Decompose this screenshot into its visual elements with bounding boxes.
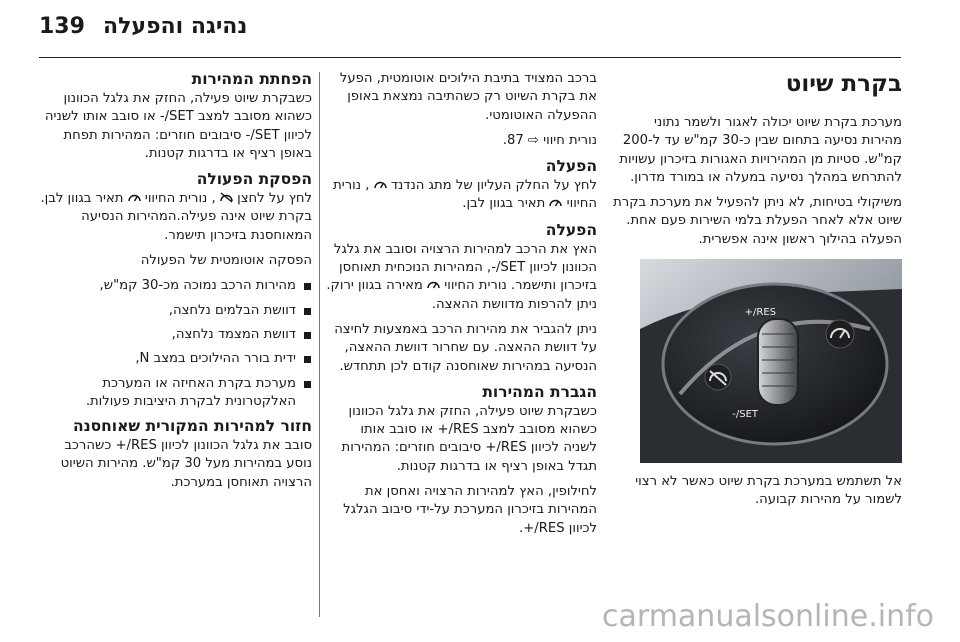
cruise-cancel-icon [220,192,233,203]
heading-return-speed: חזור למהירות המקורית שאוחסנה [72,417,312,436]
intro-paragraph: מערכת בקרת שיוט יכולה לאגור ולשמר נתוני מהירות נסיעה בתחום שבין כ-30 קמ"ש עד ל-200 קמ"ש. סטיות מן המהירויות האגורות בזיכרון עשויות להתרחש במהלך נסיעה במעלה או במורד מדרון. [619,115,902,185]
column-middle [325,70,597,545]
watermark: carmanualsonline.info [602,599,934,634]
safety-paragraph: משיקולי בטיחות, לא ניתן להפעיל את מערכת בקרת שיוט אלא לאחר הפעלת בלמי השירות פעם אחת. הפעלה בהילוך ראשון אינה אפשרית. [613,195,902,247]
cruise-control-icon [128,192,141,203]
engage-text-b: מאירה בגוון ירוק. ניתן להרפות מדוושת ההאצה. [326,278,597,312]
stop-text-b: , נורית החיווי [144,191,216,207]
decrease-speed-paragraph: כשבקרת שיוט פעילה, החזק את גלגל הכוונון כשהוא מסובב למצב SET/- או סובב אותו לשניה לכיוון SET/- סיבובים חוזרים: המהירות תפחת באופן רציף או בדרגות קטנות. [44,91,312,161]
activation-text-b: , נורית החיווי [333,178,597,212]
accelerator-paragraph: ניתן להגביר את מהירות הרכב באמצעות לחיצה על דוושת ההאצה. עם שחרור דוושת ההאצה, הנסיעה במהירות שאוחסנה קודם לכן תתחדש. [334,321,597,374]
activation-text-a: לחץ על החלק העליון של מתג הנדנד [390,178,597,194]
page-number: 139 [39,14,85,39]
auto-stop-list [38,277,312,411]
list-item: דוושת המצמד נלחצה, [38,326,312,344]
list-item: מערכת בקרת האחיזה או המערכת האלקטרונית לבקרת היציבות פעולות. [38,375,312,412]
list-item: ידית בורר ההילוכים במצב N, [38,350,312,368]
column-right [612,70,902,517]
column-divider [319,72,320,617]
stop-text-a: לחץ על לחצן [237,191,312,207]
list-item: מהירות הרכב נמוכה מכ-30 קמ"ש, [38,277,312,295]
cruise-control-icon [427,279,440,290]
indicator-reference: נורית חיווי ⇨ 87. [502,132,597,148]
increase-alternative-paragraph: לחילופין, האץ למהירות הרצויה ואחסן את המהירות בזיכרון המערכת על-ידי סיבוב הגלגל לכיוון RES/+. [343,484,597,536]
increase-speed-paragraph: כשבקרת שיוט פעילה, החזק את גלגל הכוונון כשהוא מסובב למצב RES/+ או סובב אותו לשניה לכיוון RES/+ סיבובים חוזרים: המהירות תגדל באופן רציף או בדרגות קטנות. [341,403,597,474]
warning-note: אל תשתמש במערכת בקרת שיוט כאשר לא רצוי לשמור על מהירות קבועה. [635,474,902,508]
cruise-control-icon [549,197,562,208]
return-speed-paragraph: סובב את גלגל הכוונון לכיוון RES/+ כשהרכב נוסע במהירות מעל 30 קמ"ש. מהירות השיוט הרצויה תאוחסן במערכת. [60,438,312,490]
auto-stop-intro: הפסקה אוטומטית של הפעולה [140,253,312,269]
engage-text-a: האץ את הרכב למהירות הרצויה וסובב את גלגל הכוונון לכיוון SET/-, המהירות הנוכחית תאוחסן בזיכרון ותישמר. נורית החיווי [333,241,597,294]
automatic-transmission-paragraph: ברכב המצויד בתיבת הילוכים אוטומטית, הפעל את בקרת השיוט רק כשהתיבה נמצאת באופן ההפעלה האוטומטי. [339,71,597,123]
stop-paragraph [38,190,312,245]
chapter-title: נהיגה והפעלה [103,14,248,39]
heading-engage: הפעלה [545,220,597,239]
stop-text-c: תאיר בגוון לבן. בקרת שיוט אינה פעילה.המהירות הנסיעה המאוחסנת בזיכרון תישמר. [40,191,312,243]
steering-wheel-controls-photo [640,259,902,463]
activation-paragraph [325,177,597,214]
list-item: דוושת הבלמים נלחצה, [38,302,312,320]
column-left [38,70,312,499]
engage-paragraph [325,241,597,314]
heading-activation: הפעלה [545,157,597,176]
heading-stop: הפסקת הפעולה [196,170,312,189]
heading-increase-speed: הגברת המהירות [482,382,597,401]
header-rule [39,57,901,58]
cruise-control-icon [374,179,387,190]
set-label: SET/- [732,409,758,421]
heading-decrease-speed: הפחתת המהירות [191,70,312,88]
page-header [0,14,960,44]
res-label: RES/+ [744,307,776,319]
section-title: בקרת שיוט [785,71,902,97]
activation-text-c: תאיר בגוון לבן. [462,196,546,212]
